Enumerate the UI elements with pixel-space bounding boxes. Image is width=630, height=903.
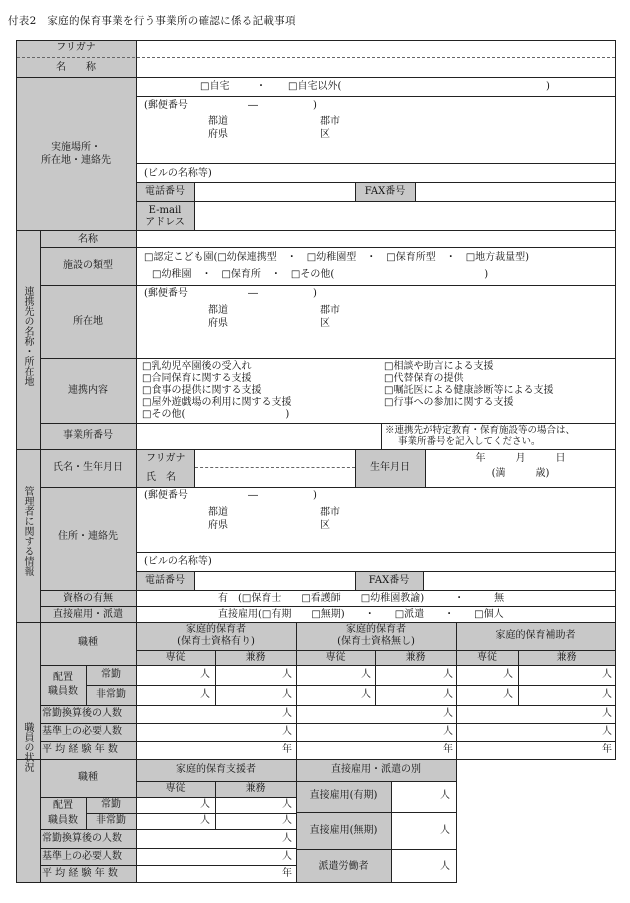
s2-note2: 事業所番号を記入してください。 xyxy=(398,436,541,447)
s1-fax-label: FAX番号 xyxy=(364,186,406,197)
s2-postal-dash: ― xyxy=(248,288,258,299)
s4-e1-label: 直接雇用(有期) xyxy=(309,790,378,801)
s1-email-input[interactable] xyxy=(195,202,615,230)
s3-qual-value[interactable]: 有 (□保育士 □看護師 □幼稚園教諭) ・ 無 xyxy=(218,593,505,604)
s1-city1: 郡市 xyxy=(320,116,340,127)
s4-part-1: 兼務 xyxy=(245,652,266,663)
s2-coop-3[interactable]: □食事の提供に関する支援 xyxy=(142,385,262,396)
s3-fax-input[interactable] xyxy=(424,572,615,590)
s1-pref1: 都道 xyxy=(208,116,228,127)
s2-coop-6[interactable]: □相談や助言による支援 xyxy=(384,361,494,372)
s4-part-2: 兼務 xyxy=(405,652,426,663)
s1-city2: 区 xyxy=(320,129,330,140)
s4-req-label: 基準上の必要人数 xyxy=(42,726,122,737)
s3-birth-label: 生年月日 xyxy=(370,462,410,473)
s1-postal-close: ) xyxy=(313,100,317,111)
s2-note1: ※連携先が特定教育・保育施設等の場合は、 xyxy=(385,425,576,436)
unit-b-avg: 年 xyxy=(282,868,292,879)
s3-tel-input[interactable] xyxy=(195,572,355,590)
s1-home-checkbox[interactable]: □自宅 xyxy=(200,81,230,92)
s3-city1: 郡市 xyxy=(320,507,340,518)
unit-r1-c4: 人 xyxy=(443,669,453,680)
unit-r2-c3: 人 xyxy=(361,689,371,700)
unit-r2-c4: 人 xyxy=(443,689,453,700)
unit-avg-2: 年 xyxy=(443,744,453,755)
s4-part-4: 兼務 xyxy=(245,783,266,794)
s1-email-label: E-mail xyxy=(148,205,182,216)
s3-tel-label: 電話番号 xyxy=(145,575,185,586)
s3-pref1: 都道 xyxy=(208,507,228,518)
s4-h1a: 家庭的保育者 xyxy=(186,624,246,635)
unit-avg-3: 年 xyxy=(602,744,612,755)
s4-h1b: (保育士資格有り) xyxy=(177,636,255,647)
s4-part-3: 兼務 xyxy=(556,652,577,663)
unit-e3: 人 xyxy=(440,861,450,872)
s3-birth-date[interactable]: 年 月 日 xyxy=(475,453,566,464)
s4-h3: 家庭的保育補助者 xyxy=(495,630,576,641)
s2-officeno-input[interactable] xyxy=(137,424,381,449)
s3-emp-label: 直接雇用・派遣 xyxy=(53,609,123,620)
s4-job-label-2: 職種 xyxy=(78,772,98,783)
unit-conv-3: 人 xyxy=(602,708,612,719)
s2-coop-4[interactable]: □屋外遊戯場の利用に関する支援 xyxy=(142,397,292,408)
s3-qual-label: 資格の有無 xyxy=(63,593,113,604)
s4-shokuin-2: 職員数 xyxy=(48,815,78,826)
unit-b-r1-c2: 人 xyxy=(282,799,292,810)
s2-factype-row1[interactable]: □認定こども園(□幼保連携型 ・ □幼稚園型 ・ □保育所型 ・ □地方裁量型) xyxy=(144,252,530,263)
unit-r2-c2: 人 xyxy=(282,689,292,700)
s4-avg-label: 平 均 経 験 年 数 xyxy=(42,744,118,755)
unit-r1-c3: 人 xyxy=(361,669,371,680)
s4-h4: 家庭的保育支援者 xyxy=(176,764,256,775)
s2-coop-9[interactable]: □行事への参加に関する支援 xyxy=(384,397,514,408)
s4-conv-label: 常勤換算後の人数 xyxy=(42,708,122,719)
s2-factype-row2[interactable]: □幼稚園 ・ □保育所 ・ □その他( ) xyxy=(152,269,489,280)
s4-conv-label-2: 常勤換算後の人数 xyxy=(42,833,122,844)
s1-furigana-label: フリガナ xyxy=(56,42,96,53)
unit-req-1: 人 xyxy=(282,726,292,737)
s2-coop-2[interactable]: □合同保育に関する支援 xyxy=(142,373,252,384)
unit-conv-1: 人 xyxy=(282,708,292,719)
unit-b-r2-c1: 人 xyxy=(200,815,210,826)
s4-e2-label: 直接雇用(無期) xyxy=(309,825,378,836)
s4-emptype-label: 直接雇用・派遣の別 xyxy=(331,764,421,775)
s2-coop-8[interactable]: □嘱託医による健康診断等による支援 xyxy=(384,385,554,396)
form-title: 付表2 家庭的保育事業を行う事業所の確認に係る記載事項 xyxy=(8,15,296,27)
s2-coop-1[interactable]: □乳幼児卒園後の受入れ xyxy=(142,361,252,372)
s1-name-input[interactable] xyxy=(137,58,615,77)
unit-r2-c5: 人 xyxy=(503,689,513,700)
s2-city2: 区 xyxy=(320,318,330,329)
s4-full-4: 専従 xyxy=(165,783,186,794)
s1-tel-input[interactable] xyxy=(195,183,355,201)
s3-namebirth-label: 氏名・生年月日 xyxy=(53,462,123,473)
unit-e1: 人 xyxy=(440,790,450,801)
s2-postal-close: ) xyxy=(313,288,317,299)
s4-jokin: 常勤 xyxy=(101,669,121,680)
s3-postal-label: (郵便番号 xyxy=(144,490,188,501)
s2-officeno-label: 事業所番号 xyxy=(63,430,113,441)
unit-r2-c6: 人 xyxy=(602,689,612,700)
s1-tel-label: 電話番号 xyxy=(145,186,185,197)
s1-pref2: 府県 xyxy=(208,129,228,140)
s4-e3-label: 派遣労働者 xyxy=(318,861,369,872)
s2-factype-label: 施設の類型 xyxy=(63,260,113,271)
s3-age: (満 歳) xyxy=(491,468,550,479)
s3-addr-label: 住所・連絡先 xyxy=(58,531,118,542)
s1-email-label2: アドレス xyxy=(145,217,185,228)
unit-req-3: 人 xyxy=(602,726,612,737)
s1-sep: ・ xyxy=(256,81,266,92)
s1-postal-label: (郵便番号 xyxy=(144,100,188,111)
s1-bldg-label: (ビルの名称等) xyxy=(144,168,212,179)
s4-full-2: 専従 xyxy=(325,652,346,663)
s2-pref1: 都道 xyxy=(208,305,228,316)
s2-side-label: 連携先の名称・所在地 xyxy=(22,286,33,386)
s2-name-label: 名称 xyxy=(78,234,98,245)
s2-city1: 郡市 xyxy=(320,305,340,316)
s4-job-label: 職種 xyxy=(78,637,98,648)
unit-b-conv: 人 xyxy=(282,833,292,844)
s2-pref2: 府県 xyxy=(208,318,228,329)
s3-fax-label: FAX番号 xyxy=(368,575,410,586)
s3-city2: 区 xyxy=(320,520,330,531)
unit-r1-c2: 人 xyxy=(282,669,292,680)
s3-bldg-label: (ビルの名称等) xyxy=(144,556,212,567)
s4-haichi: 配置 xyxy=(53,672,73,683)
s4-jokin-2: 常勤 xyxy=(101,799,121,810)
s4-req-label-2: 基準上の必要人数 xyxy=(42,851,122,862)
s4-full-1: 専従 xyxy=(165,652,186,663)
s4-shokuin: 職員数 xyxy=(48,686,78,697)
s1-name-label: 名 称 xyxy=(56,62,96,73)
s1-fax-input[interactable] xyxy=(416,183,615,201)
s2-coop-5[interactable]: □その他( ) xyxy=(142,409,290,420)
s4-side-label: 職員の状況 xyxy=(22,722,33,772)
unit-b-req: 人 xyxy=(282,851,292,862)
s3-pref2: 府県 xyxy=(208,520,228,531)
s2-postal-label: (郵便番号 xyxy=(144,288,188,299)
s1-location-label2: 所在地・連絡先 xyxy=(41,155,111,166)
s2-coop-7[interactable]: □代替保育の提供 xyxy=(384,373,464,384)
s4-h2b: (保育士資格無し) xyxy=(337,636,415,647)
s1-furigana-input[interactable] xyxy=(137,41,615,57)
unit-b-r2-c2: 人 xyxy=(282,815,292,826)
s3-furigana-label: フリガナ xyxy=(146,453,186,464)
s2-coop-label: 連携内容 xyxy=(68,385,108,396)
s4-avg-label-2: 平 均 経 験 年 数 xyxy=(42,868,118,879)
s4-haichi-2: 配置 xyxy=(53,800,73,811)
unit-avg-1: 年 xyxy=(282,744,292,755)
s3-shimei-label: 氏 名 xyxy=(146,472,176,483)
unit-conv-2: 人 xyxy=(443,708,453,719)
s2-addr-label: 所在地 xyxy=(73,316,103,327)
unit-e2: 人 xyxy=(440,825,450,836)
s2-name-input[interactable] xyxy=(137,231,615,247)
unit-b-r1-c1: 人 xyxy=(200,799,210,810)
s4-full-3: 専従 xyxy=(477,652,497,663)
unit-r1-c5: 人 xyxy=(503,669,513,680)
s3-emp-value[interactable]: 直接雇用(□有期 □無期) ・ □派遣 ・ □個人 xyxy=(218,609,504,620)
s3-name-input[interactable] xyxy=(195,450,355,487)
s1-nothome-close: ) xyxy=(546,81,550,92)
s3-postal-close: ) xyxy=(313,490,317,501)
unit-req-2: 人 xyxy=(443,726,453,737)
unit-r2-c1: 人 xyxy=(200,689,210,700)
s1-location-label: 実施場所・ xyxy=(51,142,101,153)
unit-r1-c6: 人 xyxy=(602,669,612,680)
s4-h2a: 家庭的保育者 xyxy=(346,624,406,635)
s1-nothome-checkbox[interactable]: □自宅以外( xyxy=(288,81,342,92)
s4-hijokin: 非常勤 xyxy=(96,689,126,700)
s3-side-label: 管理者に関する情報 xyxy=(22,486,33,576)
s1-postal-dash: ― xyxy=(248,100,258,111)
unit-r1-c1: 人 xyxy=(200,669,210,680)
s4-hijokin-2: 非常勤 xyxy=(96,815,126,826)
s3-postal-dash: ― xyxy=(248,490,258,501)
